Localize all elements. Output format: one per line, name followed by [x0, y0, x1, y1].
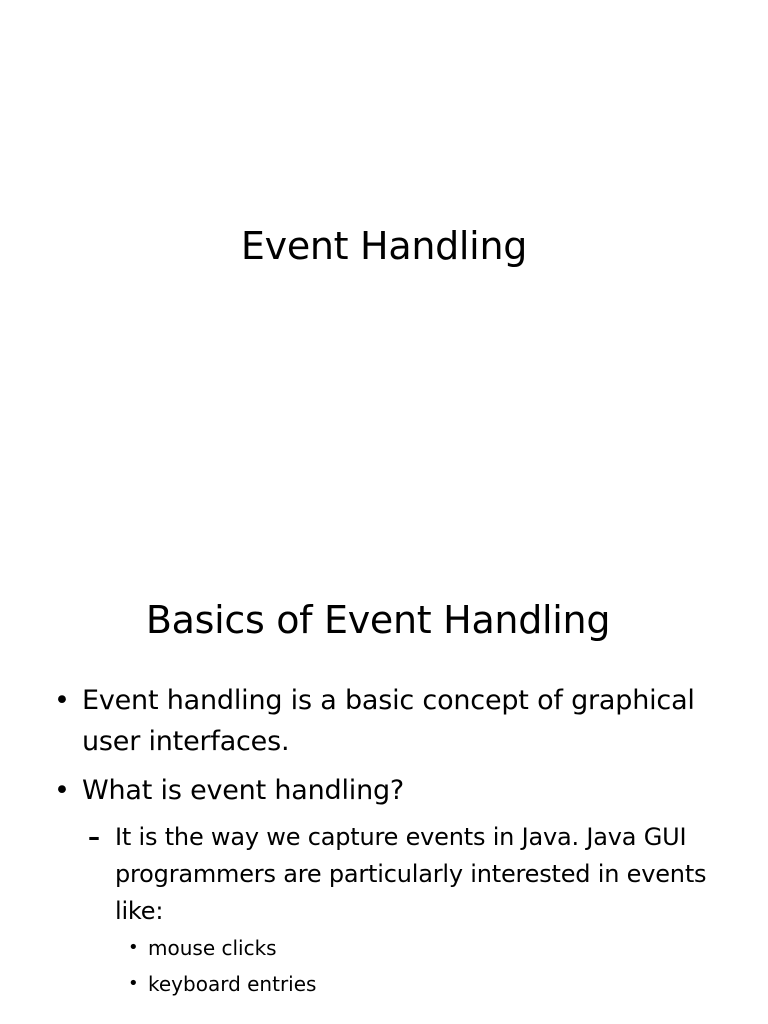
bullet-text: What is event handling?: [82, 775, 405, 806]
nested-list-container: [54, 930, 734, 1002]
list-item: [54, 680, 734, 762]
sub-bullet-text: It is the way we capture events in Java. Java GUI programmers are particularly interested in events like:: [115, 823, 707, 925]
nested-bullet-text: mouse clicks: [148, 936, 277, 960]
nested-bullet-text: keyboard entries: [148, 972, 317, 996]
list-item: [54, 770, 734, 811]
bullet-icon: •: [128, 937, 139, 958]
nested-list-item: [128, 966, 734, 1002]
bullet-icon: •: [54, 775, 70, 806]
nested-list: [54, 930, 734, 1002]
bullet-icon: •: [54, 685, 70, 716]
bullet-text: Event handling is a basic concept of graphical user interfaces.: [82, 685, 695, 757]
bullet-icon: •: [128, 973, 139, 994]
slide-title: Basics of Event Handling: [145, 598, 611, 642]
content-slide: [0, 576, 768, 1024]
slide-title: Event Handling: [240, 224, 528, 268]
sub-list-item: [88, 819, 734, 930]
bullet-list: [54, 680, 734, 1002]
nested-list-item: [128, 930, 734, 966]
dash-icon: –: [88, 823, 100, 851]
